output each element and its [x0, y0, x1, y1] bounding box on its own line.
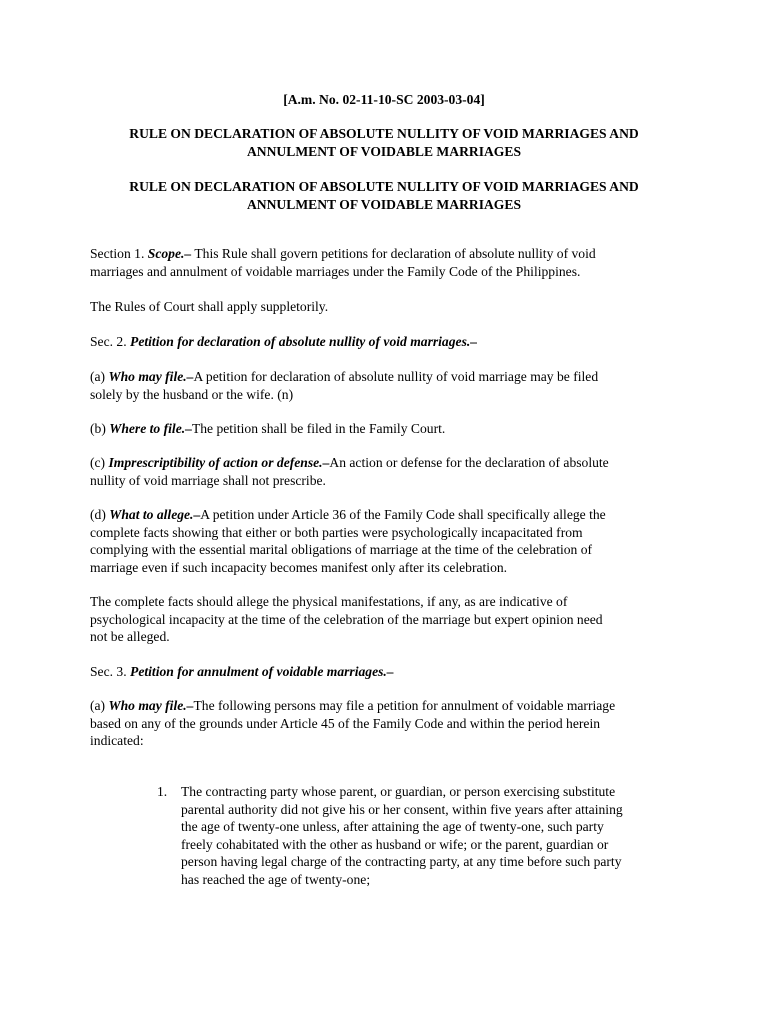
list-item-line: parental authority did not give his or her consent, within five years after attaining — [181, 801, 623, 817]
complete-facts-line: psychological incapacity at the time of the celebration of the marriage but expert opinion need — [90, 611, 603, 627]
section-2c-line — [90, 454, 609, 472]
section-3a-line: based on any of the grounds under Article 45 of the Family Code and within the period herein — [90, 715, 601, 731]
section-2-prefix: Sec. 2. — [90, 334, 131, 349]
title-line: ANNULMENT OF VOIDABLE MARRIAGES — [246, 143, 522, 159]
section-3a-prefix: (a) — [90, 698, 109, 713]
section-2d-line: marriage even if such incapacity becomes manifest only after its celebration. — [90, 559, 508, 575]
section-2d-title: What to allege.– — [109, 507, 201, 522]
section-2a-paragraph — [90, 368, 598, 403]
section-2b-text: The petition shall be filed in the Family Court. — [191, 421, 446, 436]
list-item-line: the age of twenty-one unless, after attaining the age of twenty-one, such party — [181, 819, 604, 834]
section-3-line — [90, 663, 394, 681]
section-2c-line: nullity of void marriage shall not prescribe. — [90, 472, 326, 488]
section-2b-prefix: (b) — [90, 421, 110, 436]
section-3a-title: Who may file.– — [108, 698, 194, 713]
section-2b-paragraph — [90, 420, 445, 438]
section-3a-text: The following persons may file a petition for annulment of voidable marriage — [193, 698, 616, 713]
section-2c-text: An action or defense for the declaration of absolute — [329, 455, 609, 470]
subtitle-line: ANNULMENT OF VOIDABLE MARRIAGES — [246, 196, 522, 212]
list-item-line: The contracting party whose parent, or guardian, or person exercising substitute — [181, 784, 616, 799]
section-2-line — [90, 333, 477, 351]
list-item-line: has reached the age of twenty-one; — [181, 871, 371, 887]
section-2a-text: A petition for declaration of absolute nullity of void marriage may be filed — [193, 369, 599, 384]
section-1-prefix: Section 1. — [90, 246, 148, 261]
rules-of-court-text: The Rules of Court shall apply suppletorily. — [90, 299, 329, 314]
complete-facts-line: The complete facts should allege the physical manifestations, if any, as are indicative of — [90, 594, 568, 609]
section-3a-line: indicated: — [90, 733, 144, 748]
section-2c-prefix: (c) — [90, 455, 109, 470]
document-id: [A.m. No. 02-11-10-SC 2003-03-04] — [283, 92, 485, 107]
section-3a-line — [90, 697, 615, 715]
section-2a-title: Who may file.– — [108, 369, 194, 384]
section-2c-paragraph — [90, 454, 609, 489]
section-3a-paragraph — [90, 697, 615, 750]
list-item-line: freely cohabitated with the other as husband or wife; or the parent, guardian or — [181, 836, 609, 852]
document-title — [0, 125, 768, 160]
document-subtitle — [0, 178, 768, 213]
list-item-text — [181, 783, 677, 888]
section-2d-paragraph — [90, 506, 606, 576]
section-1-line: marriages and annulment of voidable marriages under the Family Code of the Philippines. — [90, 263, 581, 279]
section-2d-text: A petition under Article 36 of the Family Code shall specifically allege the — [200, 507, 606, 522]
rules-of-court-paragraph — [90, 298, 328, 316]
complete-facts-line: not be alleged. — [90, 629, 170, 644]
section-1-title: Scope.– — [147, 246, 192, 261]
subtitle-line: RULE ON DECLARATION OF ABSOLUTE NULLITY OF VOID MARRIAGES AND — [129, 179, 639, 194]
section-2c-title: Imprescriptibility of action or defense.– — [108, 455, 330, 470]
section-1-paragraph — [90, 245, 596, 280]
section-2d-line: complete facts showing that either or both parties were psychologically incapacitated from — [90, 524, 583, 540]
section-2b-line — [90, 420, 445, 438]
section-3-title: Petition for annulment of voidable marriages.– — [130, 664, 394, 679]
list-item-line: person having legal charge of the contracting party, at any time before such party — [181, 854, 622, 869]
section-2-heading — [90, 333, 477, 351]
section-2a-prefix: (a) — [90, 369, 109, 384]
section-2a-line — [90, 368, 598, 386]
section-2d-line: complying with the essential marital obligations of marriage at the time of the celebration of — [90, 542, 593, 557]
section-3-heading — [90, 663, 394, 681]
section-2a-line: solely by the husband or the wife. (n) — [90, 386, 294, 402]
section-1-text: This Rule shall govern petitions for declaration of absolute nullity of void — [191, 246, 596, 261]
section-2d-prefix: (d) — [90, 507, 110, 522]
list-item-number: 1. — [157, 784, 168, 799]
section-1-line — [90, 245, 596, 263]
title-line: RULE ON DECLARATION OF ABSOLUTE NULLITY OF VOID MARRIAGES AND — [129, 126, 639, 141]
section-2d-line — [90, 506, 606, 524]
complete-facts-paragraph — [90, 593, 603, 646]
section-3-prefix: Sec. 3. — [90, 664, 131, 679]
section-2b-title: Where to file.– — [109, 421, 192, 436]
section-2-title: Petition for declaration of absolute nullity of void marriages.– — [130, 334, 478, 349]
